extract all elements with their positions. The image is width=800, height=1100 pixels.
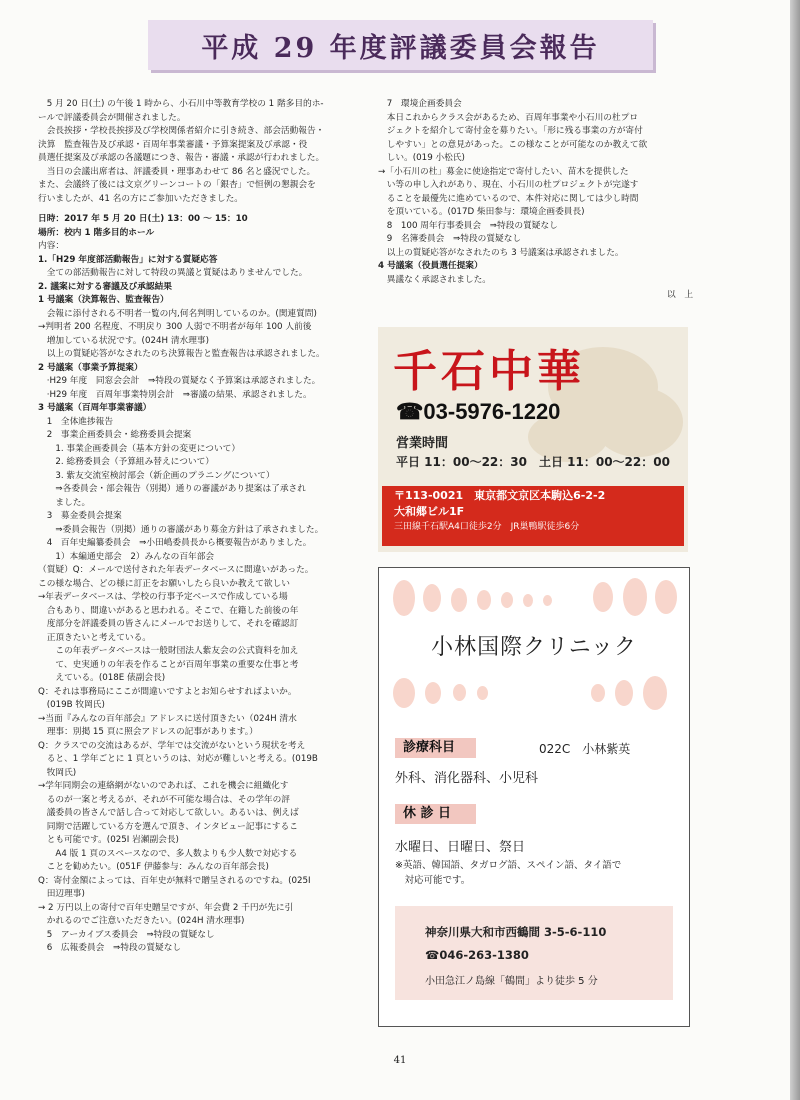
report-right-body — [378, 98, 693, 287]
dot-decoration — [453, 684, 466, 701]
body-line: ⇒各委員会・部会報告（別掲）通りの審議があり提案は了承され — [38, 484, 306, 494]
body-line: るのが一案と考えるが、それが不可能な場合は、その学年の評 — [38, 794, 290, 805]
clinic-closed-label: 休 診 日 — [395, 804, 476, 824]
dot-decoration — [623, 578, 647, 616]
clinic-name: 小林国際クリニック — [431, 635, 637, 660]
dot-decoration — [593, 582, 613, 612]
dot-decoration — [615, 680, 633, 706]
body-line: 8 100 周年行事委員会 ⇒特段の質疑なし — [378, 220, 558, 231]
body-line: とも可能です。(025I 岩瀬副会長) — [38, 835, 179, 845]
body-line: 全ての部活動報告に対して特段の異議と質疑はありませんでした。 — [38, 268, 308, 278]
restaurant-address: 〒113-0021 東京都文京区本駒込6-2-2 — [394, 489, 606, 502]
clinic-access: 小田急江ノ島線「鶴間」より徒歩 5 分 — [425, 976, 598, 987]
title-banner — [148, 20, 653, 70]
body-line: 会報に添付される不明者一覧の内,何名判明しているのか。(関連質問) — [38, 308, 317, 319]
body-line: 本日これからクラス会があるため、百周年事業や小石川の杜プロ — [378, 112, 639, 123]
dot-decoration — [523, 594, 533, 607]
dot-decoration — [477, 590, 491, 610]
body-line: 増加している状況です。(024H 清水理事) — [38, 335, 209, 346]
body-line: 5 月 20 日(土) の午後 1 時から、小石川中等教育学校の 1 階多目的ホ- — [38, 99, 324, 109]
body-line: 4 百年史編纂委員会 ⇒小田嶋委員長から概要報告がありました。 — [38, 538, 312, 548]
restaurant-building: 大和郷ビル1F — [394, 505, 465, 518]
body-line: 行いましたが、41 名の方にご参加いただきました。 — [38, 193, 243, 204]
body-line: しい。(019 小松氏) — [378, 153, 465, 163]
section-heading: 2 号議案（事業予算提案） — [38, 362, 143, 373]
body-line: ました。 — [38, 497, 91, 508]
body-line: 内容： — [38, 241, 65, 251]
body-line: (019B 牧岡氏) — [38, 700, 105, 710]
dot-decoration — [655, 580, 677, 614]
body-line: 7 環境企画委員会 — [378, 99, 462, 109]
section-heading: 1.「H29 年度部活動報告」に対する質疑応答 — [38, 254, 218, 265]
body-line: 牧岡氏) — [38, 767, 77, 778]
body-line: また、会議終了後には文京グリーンコートの「銀杏」で恒例の懇親会を — [38, 180, 316, 190]
restaurant-hours-label: 営業時間 — [396, 436, 449, 451]
dot-decoration — [477, 686, 488, 700]
body-line: （質疑）Q：メールで送付された年表データベースに間違いがあった。 — [38, 565, 314, 575]
body-line: 当日の会議出席者は、評議委員・理事あわせて 86 名と盛況でした。 — [38, 166, 316, 177]
dot-decoration — [643, 676, 667, 710]
restaurant-name: 千石中華 — [393, 346, 585, 397]
restaurant-phone: ☎03-5976-1220 — [396, 399, 561, 424]
clinic-address: 神奈川県大和市西鶴間 3-5-6-110 — [425, 925, 607, 939]
body-line: 2 事業企画委員会・総務委員会提案 — [38, 430, 192, 440]
body-line: 度部分を評議委員の皆さんにメールでお送りして、それを確認訂 — [38, 619, 299, 629]
body-line: 6 広報委員会 ⇒特段の質疑なし — [38, 943, 182, 953]
restaurant-access: 三田線千石駅A4口徒歩2分 JR巣鴨駅徒歩6分 — [394, 522, 580, 532]
body-line: 正頂きたいと考えている。 — [38, 632, 151, 643]
section-heading: 4 号議案（役員選任提案） — [378, 261, 483, 271]
body-line: 2. 総務委員会（予算組み替えについて） — [38, 457, 214, 467]
body-line: 1. 事業企画委員会（基本方針の変更について） — [38, 443, 241, 454]
section-heading: 2. 議案に対する審議及び承認結果 — [38, 281, 172, 292]
body-line: 同期で活躍している方を選んで頂き、インタビュー記事にするこ — [38, 821, 298, 832]
spacer — [38, 206, 356, 213]
section-heading: 場所：校内 1 階多目的ホール — [38, 227, 155, 238]
body-line: 合もあり、間違いがあると思われる。そこで、在籍した前後の年 — [38, 605, 299, 616]
restaurant-ad — [378, 327, 688, 552]
body-line: ジェクトを紹介して寄付金を募りたい。「形に残る事業の方が寄付 — [378, 126, 643, 136]
body-line: しやすい」との意見があった。この様なことが可能なのか教えて欲 — [378, 139, 648, 150]
report-left-column — [38, 98, 356, 956]
restaurant-hours: 平日 11：00～22：30 土日 11：00～22：00 — [396, 455, 670, 469]
dot-decoration — [543, 595, 552, 606]
body-line: →判明者 200 名程度、不明戻り 300 人弱で不明者が毎年 100 人前後 — [38, 322, 312, 332]
body-line: 1）本編通史部会 2）みんなの百年部会 — [38, 551, 215, 562]
body-line: →「小石川の杜」募金に使途指定で寄付したい、苗木を提供した — [378, 166, 629, 177]
section-heading: 1 号議案（決算報告、監査報告） — [38, 295, 169, 305]
body-line: Q：それは事務局にここが間違いですよとお知らせすればよいか。 — [38, 686, 297, 697]
body-line: 以上の質疑応答がなされたのち 3 号議案は承認されました。 — [378, 247, 624, 258]
page-title: 平成 29 年度評議委員会報告 — [201, 33, 600, 64]
section-heading: 日時：2017 年 5 月 20 日(土) 13：00 ～ 15：10 — [38, 214, 248, 224]
body-line: ·H29 年度 同窓会会計 ⇒特段の質疑なく予算案は承認されました。 — [38, 376, 321, 386]
body-line: A4 版 1 頁のスペースなので、多人数よりも少人数で対応する — [38, 848, 298, 859]
body-line: えている。(018E 俵副会長) — [38, 673, 166, 683]
restaurant-address-block — [382, 486, 684, 546]
page-number: 41 — [393, 1055, 407, 1066]
body-line: →当面『みんなの百年部会』アドレスに送付頂きたい（024H 清水 — [38, 713, 297, 724]
body-line: 1 全体進捗報告 — [38, 416, 114, 427]
body-line: い等の申し入れがあり、現在、小石川の杜プロジェクトが完遂す — [378, 180, 639, 190]
body-line: 以上の質疑応答がなされたのち決算報告と監査報告は承認されました。 — [38, 349, 325, 359]
dot-decoration — [393, 678, 415, 708]
section-heading: 3 号議案（百周年事業審議） — [38, 403, 152, 413]
dot-decoration — [423, 584, 441, 612]
body-line: 決算 監査報告及び承認・百周年事業審議・予算案提案及び承認・役 — [38, 139, 308, 150]
body-line: 理事：別掲 15 頁に照会アドレスの記事があります。） — [38, 727, 258, 737]
clinic-code: 022C 小林紫英 — [539, 742, 631, 756]
clinic-languages: ※英語、韓国語、タガログ語、スペイン語、タイ語で 対応可能です。 — [395, 860, 622, 886]
body-line: 田辺理事) — [38, 889, 85, 899]
body-line: ることを最優先に進めているので、本件対応に関しては少し時間 — [378, 193, 639, 204]
body-line: ールで評議委員会が開催されました。 — [38, 112, 186, 123]
body-line: Q：クラスでの交流はあるが、学年では交流がないという現状を考え — [38, 740, 306, 751]
body-line: 3 募金委員会提案 — [38, 511, 122, 521]
closing-mark: 以 上 — [666, 290, 693, 300]
dot-decoration — [451, 588, 467, 612]
page-edge-shadow — [790, 0, 800, 1100]
body-line: 員選任提案及び承認の各議題につき、報告・審議・承認が行われました。 — [38, 153, 325, 163]
cloud-decoration — [593, 387, 683, 457]
clinic-ad — [378, 567, 690, 1027]
body-line: かれるのでご注意いただきたい。(024H 清水理事) — [38, 916, 245, 926]
body-line: ことを勧めたい。(051F 伊藤参与：みんなの百年部会長) — [38, 862, 269, 872]
body-line: →年表データベースは、学校の行事予定ベースで作成している場 — [38, 592, 288, 602]
body-line: この様な場合、どの様に訂正をお願いしたら良いか教えて欲しい — [38, 578, 290, 589]
body-line: 9 名簿委員会 ⇒特段の質疑なし — [378, 234, 522, 244]
body-line: →学年同期会の連絡網がないのであれば、これを機会に組織化す — [38, 781, 289, 791]
body-line: て、史実通りの年表を作ることが百周年事業の重要な仕事と考 — [38, 659, 299, 670]
body-line: Q：寄付金額によっては、百年史が無料で贈呈されるのですね。(025I — [38, 875, 311, 886]
report-right-column — [378, 98, 693, 303]
dot-decoration — [591, 684, 605, 702]
body-line: 会長挨拶・学校長挨拶及び学校関係者紹介に引き続き、部会活動報告・ — [38, 126, 325, 136]
body-line: 3. 紫友交流室検討部会（新企画のプラニングについて） — [38, 470, 275, 481]
dot-decoration — [501, 592, 513, 608]
clinic-dept-label: 診療科目 — [395, 738, 476, 758]
body-line: ⇒委員会報告（別掲）通りの審議があり募金方針は了承されました。 — [38, 524, 324, 535]
clinic-departments: 外科、消化器科、小児科 — [395, 771, 539, 786]
body-line: ると、1 学年ごとに 1 頁というのは、対応が難しいと考える。(019B — [38, 754, 318, 764]
body-line: 異議なく承認されました。 — [378, 274, 491, 285]
body-line: 5 アーカイブス委員会 ⇒特段の質疑なし — [38, 929, 215, 940]
clinic-phone: ☎046-263-1380 — [425, 948, 529, 962]
clinic-address-block — [395, 906, 673, 1000]
clinic-closed-days: 水曜日、日曜日、祭日 — [395, 840, 526, 855]
dot-decoration — [425, 682, 441, 704]
body-line: この年表データベースは一般財団法人紫友会の公式資料を加え — [38, 646, 299, 656]
body-line: ·H29 年度 百周年事業特別会計 ⇒審議の結果、承認されました。 — [38, 389, 312, 400]
body-line: を頂いている。(017D 柴田参与：環境企画委員長) — [378, 207, 585, 217]
dot-decoration — [393, 580, 415, 616]
body-line: 議委員の皆さんで話し合って対応して欲しい。あるいは、例えば — [38, 808, 299, 818]
body-line: → 2 万円以上の寄付で百年史贈呈ですが、年会費 2 千円が先に引 — [38, 902, 294, 913]
